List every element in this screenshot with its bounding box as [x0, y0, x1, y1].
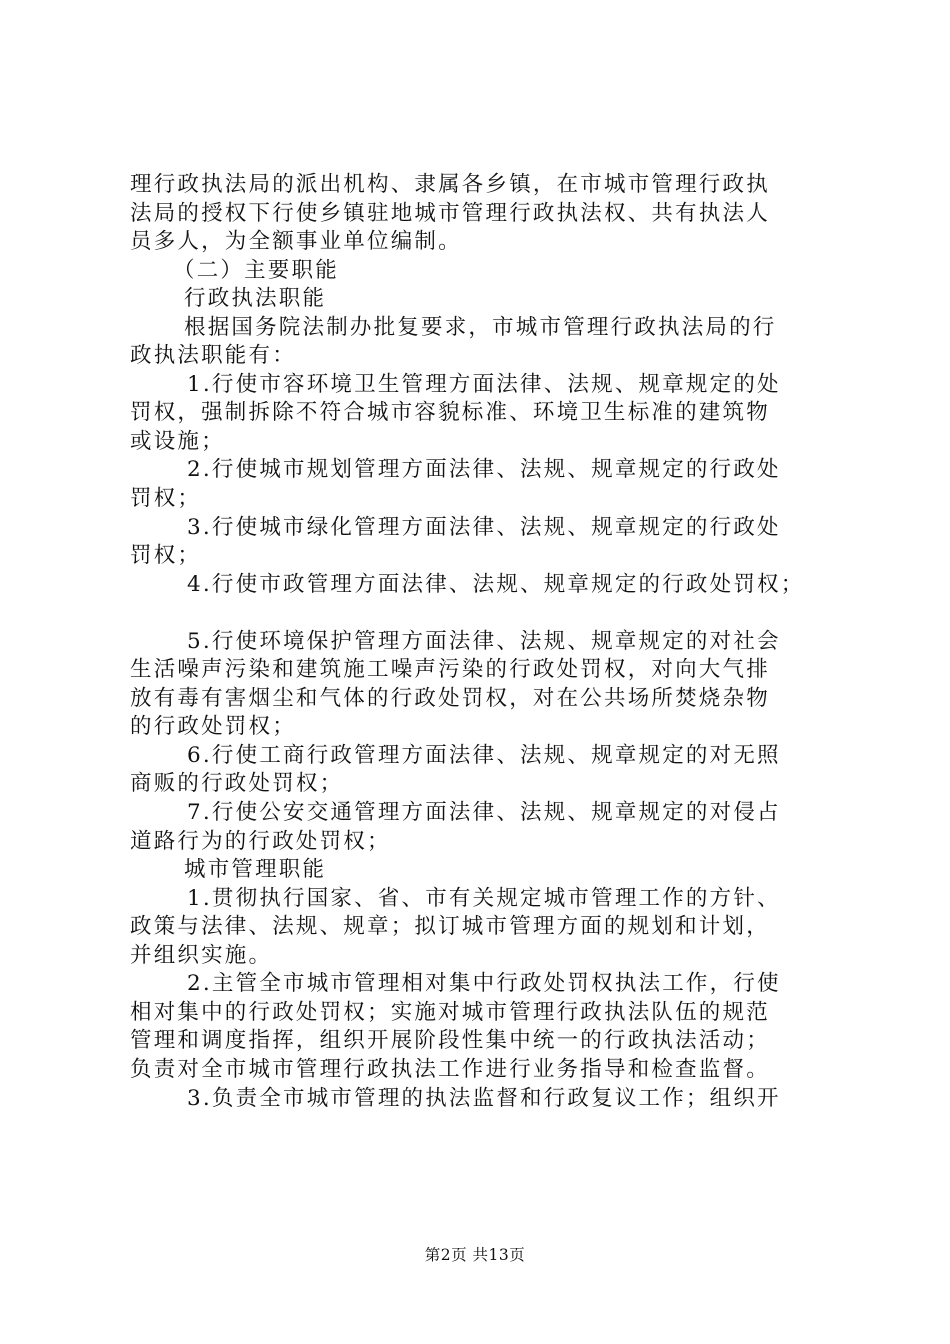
text-line: 或设施；	[130, 428, 225, 454]
text-line: 城市管理职能	[184, 857, 327, 883]
text-line: 5.行使环境保护管理方面法律、法规、规章规定的对社会	[187, 628, 781, 654]
text-line: 3.行使城市绿化管理方面法律、法规、规章规定的行政处	[187, 514, 781, 540]
text-line: 4.行使市政管理方面法律、法规、规章规定的行政处罚权；	[187, 571, 805, 597]
text-line: 罚权；	[130, 486, 202, 512]
text-line: 相对集中的行政处罚权；实施对城市管理行政执法队伍的规范	[130, 999, 770, 1025]
document-body	[130, 171, 840, 1113]
text-line: 根据国务院法制办批复要求，市城市管理行政执法局的行	[184, 314, 777, 340]
text-line: 并组织实施。	[130, 942, 273, 968]
page-footer: 第2页 共13页	[424, 1246, 526, 1264]
text-line: 商贩的行政处罚权；	[130, 771, 344, 797]
text-line: 政策与法律、法规、规章；拟订城市管理方面的规划和计划，	[130, 914, 770, 940]
blank-line	[130, 599, 840, 628]
text-line: 负责对全市城市管理行政执法工作进行业务指导和检查监督。	[130, 1056, 770, 1082]
text-line: 道路行为的行政处罚权；	[130, 828, 391, 854]
text-line: 6.行使工商行政管理方面法律、法规、规章规定的对无照	[187, 742, 781, 768]
text-line: 1.贯彻执行国家、省、市有关规定城市管理工作的方针、	[187, 885, 781, 911]
text-line: 管理和调度指挥，组织开展阶段性集中统一的行政执法活动；	[130, 1028, 770, 1054]
text-line: （二）主要职能	[173, 257, 339, 283]
text-line: 员多人，为全额事业单位编制。	[130, 229, 462, 255]
text-line: 法局的授权下行使乡镇驻地城市管理行政执法权、共有执法人	[130, 200, 770, 226]
text-line: 罚权；	[130, 543, 202, 569]
text-line: 3.负责全市城市管理的执法监督和行政复议工作；组织开	[187, 1085, 781, 1111]
text-line: 7.行使公安交通管理方面法律、法规、规章规定的对侵占	[187, 800, 781, 826]
text-line: 生活噪声污染和建筑施工噪声污染的行政处罚权，对向大气排	[130, 657, 770, 683]
text-line: 2.主管全市城市管理相对集中行政处罚权执法工作，行使	[187, 971, 781, 997]
text-line: 1.行使市容环境卫生管理方面法律、法规、规章规定的处	[187, 371, 781, 397]
text-line: 2.行使城市规划管理方面法律、法规、规章规定的行政处	[187, 457, 781, 483]
text-line: 政执法职能有：	[130, 343, 296, 369]
text-line: 行政执法职能	[184, 286, 327, 312]
text-line: 放有毒有害烟尘和气体的行政处罚权，对在公共场所焚烧杂物	[130, 685, 770, 711]
text-line: 理行政执法局的派出机构、隶属各乡镇，在市城市管理行政执	[130, 172, 770, 197]
text-line: 罚权，强制拆除不符合城市容貌标准、环境卫生标准的建筑物	[130, 400, 770, 426]
text-line: 的行政处罚权；	[130, 714, 296, 740]
